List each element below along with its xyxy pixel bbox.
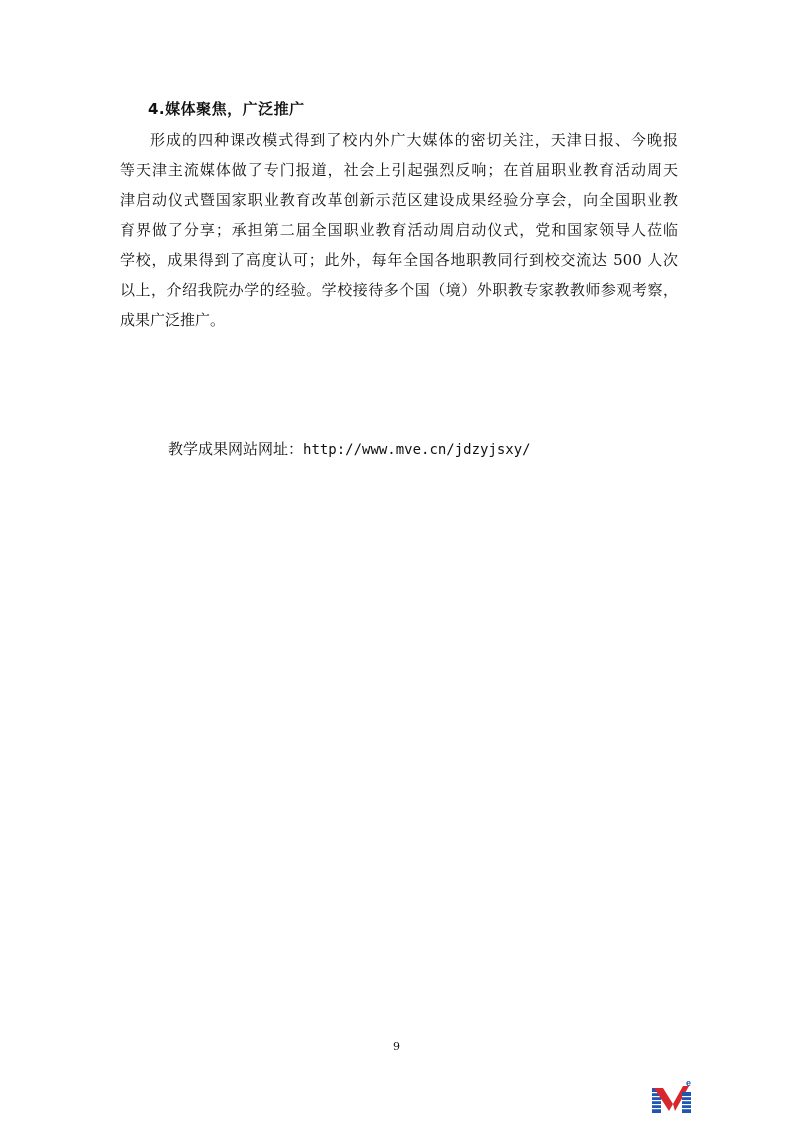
paragraph-line: 以上，介绍我院办学的经验。学校接待多个国（境）外职教专家教教师参观考察， bbox=[120, 281, 678, 299]
paragraph-line: 育界做了分享；承担第二届全国职业教育活动周启动仪式，党和国家领导人莅临 bbox=[120, 221, 678, 239]
logo-right-pillar bbox=[682, 1092, 691, 1113]
website-label: 教学成果网站网址： bbox=[168, 440, 304, 458]
mve-logo-icon bbox=[651, 1078, 695, 1114]
logo-e-letter: e bbox=[686, 1078, 692, 1088]
body-paragraph bbox=[120, 125, 678, 335]
website-url[interactable]: http://www.mve.cn/jdzyjsxy/ bbox=[303, 442, 531, 458]
paragraph-line: 形成的四种课改模式得到了校内外广大媒体的密切关注，天津日报、今晚报 bbox=[150, 131, 678, 149]
section-heading: 4.媒体聚焦，广泛推广 bbox=[148, 100, 305, 118]
page-number: 9 bbox=[393, 1040, 400, 1053]
paragraph-line: 等天津主流媒体做了专门报道，社会上引起强烈反响；在首届职业教育活动周天 bbox=[120, 161, 678, 179]
website-line bbox=[168, 439, 531, 460]
paragraph-line: 成果广泛推广。 bbox=[120, 311, 226, 329]
paragraph-line: 学校，成果得到了高度认可；此外，每年全国各地职教同行到校交流达 500 人次 bbox=[120, 251, 678, 269]
paragraph-line: 津启动仪式暨国家职业教育改革创新示范区建设成果经验分享会，向全国职业教 bbox=[120, 191, 678, 209]
